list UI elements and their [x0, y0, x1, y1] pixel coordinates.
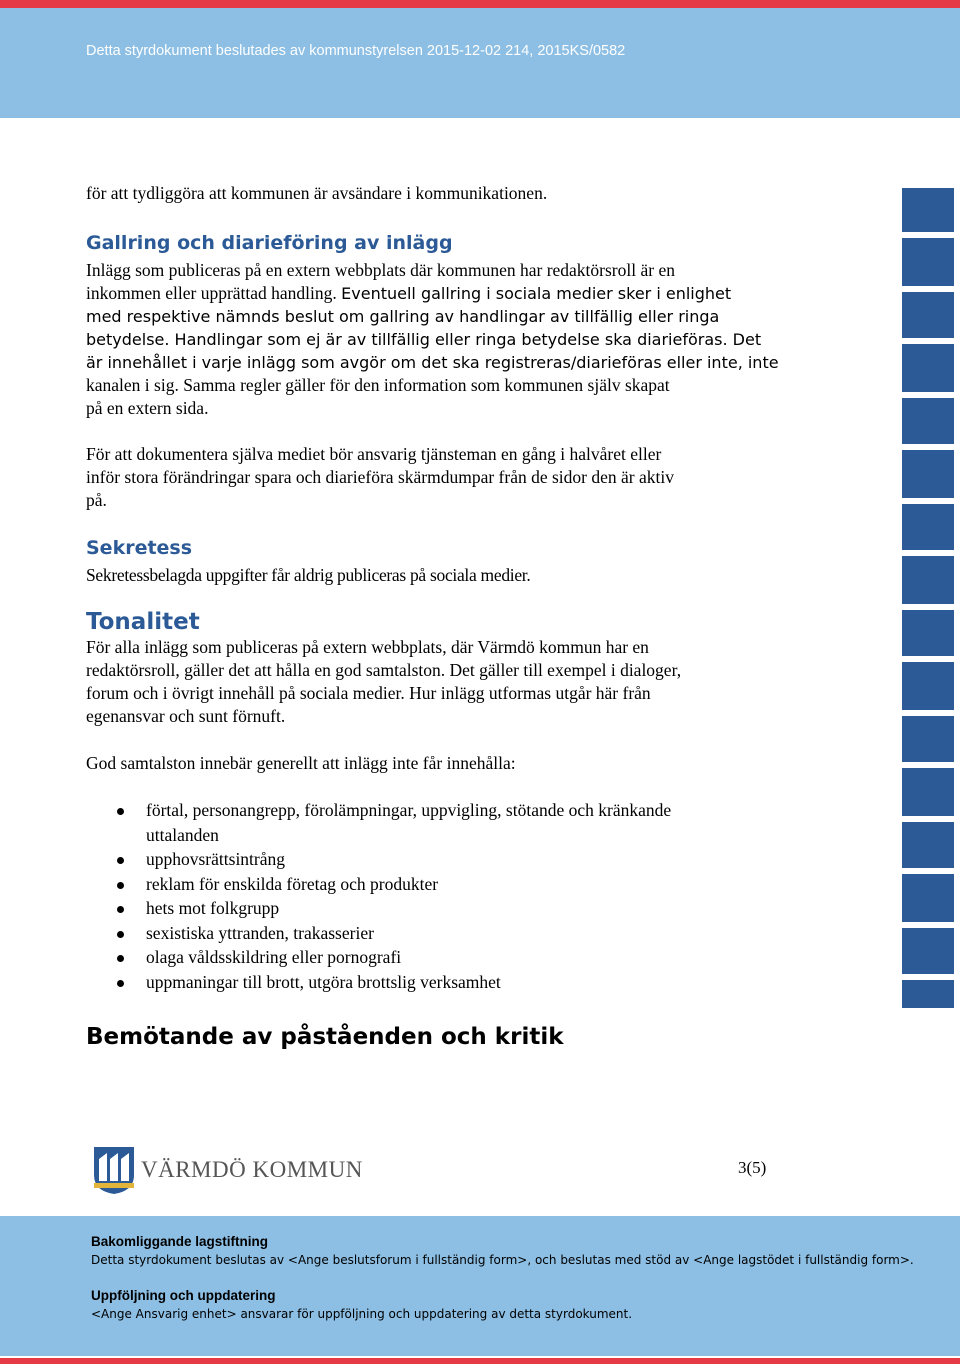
list-item: reklam för enskilda företag och produkter — [86, 872, 786, 897]
footer-basis-title: Bakomliggande lagstiftning — [91, 1234, 269, 1249]
footer-followup-text: <Ange Ansvarig enhet> ansvarar för uppföljning och uppdatering av detta styrdokument. — [91, 1307, 633, 1321]
heading-tonalitet: Tonalitet — [86, 609, 200, 635]
tonalitet-paragraph-1: För alla inlägg som publiceras på extern webbplats, där Värmdö kommun har en redaktörsroll, gäller det att hålla en god samtalston. Det gäller till exempel i dialoger, forum och i övrigt innehåll på sociala medier. Hur inlägg utformas utgår här från egenansvar och sunt förnuft. — [86, 637, 682, 726]
document-body — [86, 180, 786, 1051]
list-item: förtal, personangrepp, förolämpningar, uppvigling, stötande och kränkande uttalanden — [86, 798, 786, 847]
header-band — [0, 8, 960, 118]
page-number: 3(5) — [738, 1158, 767, 1177]
tonalitet-paragraph-2: God samtalston innebär generellt att inlägg inte får innehålla: — [86, 753, 516, 773]
tonalitet-bullet-list — [86, 798, 786, 994]
list-item: upphovsrättsintrång — [86, 847, 786, 872]
logo-text: VÄRMDÖ KOMMUN — [141, 1157, 363, 1182]
header-decision-text: Detta styrdokument beslutades av kommunstyrelsen 2015-12-02 214, 2015KS/0582 — [86, 43, 626, 59]
top-stripe — [0, 0, 960, 8]
heading-bemotande: Bemötande av påståenden och kritik — [86, 1024, 564, 1050]
heading-sekretess: Sekretess — [86, 537, 193, 559]
intro-line: för att tydliggöra att kommunen är avsändare i kommunikationen. — [86, 183, 548, 203]
heading-gallring: Gallring och diarieföring av inlägg — [86, 232, 453, 254]
footer-band — [0, 1216, 960, 1356]
sekretess-text: Sekretessbelagda uppgifter får aldrig publiceras på sociala medier. — [86, 565, 531, 585]
footer-followup-title: Uppföljning och uppdatering — [91, 1288, 276, 1303]
kommun-logo — [93, 1145, 363, 1195]
gallring-paragraph-2: För att dokumentera själva mediet bör ansvarig tjänsteman en gång i halvåret eller inför stora förändringar spara och diarieföra skärmdumpar från de sidor den är aktiv på. — [86, 444, 674, 510]
side-decoration — [902, 188, 954, 1008]
list-item: hets mot folkgrupp — [86, 896, 786, 921]
footer-basis-text: Detta styrdokument beslutas av <Ange beslutsforum i fullständig form>, och beslutas med stöd av <Ange lagstödet i fullständig form>. — [91, 1253, 914, 1267]
list-item: uppmaningar till brott, utgöra brottslig verksamhet — [86, 970, 786, 995]
list-item: sexistiska yttranden, trakasserier — [86, 921, 786, 946]
kommun-crest-icon — [93, 1145, 135, 1195]
bottom-stripe — [0, 1358, 960, 1364]
list-item: olaga våldsskildring eller pornografi — [86, 945, 786, 970]
gallring-paragraph-1: Inlägg som publiceras på en extern webbplats där kommunen har redaktörsroll är en inkommen eller upprättad handling. Eventuell gallring i sociala medier sker i enlighet med respektive nämnds beslut om gallring av handlingar av tillfällig eller ringa betydelse. Handlingar som ej är av tillfällig eller ringa betydelse ska diarieföras. Det är innehållet i varje inlägg som avgör om det ska registreras/diarieföras eller inte, inte kanalen i sig. Samma regler gäller för den information som kommunen själv skapat på en extern sida. — [86, 260, 779, 418]
